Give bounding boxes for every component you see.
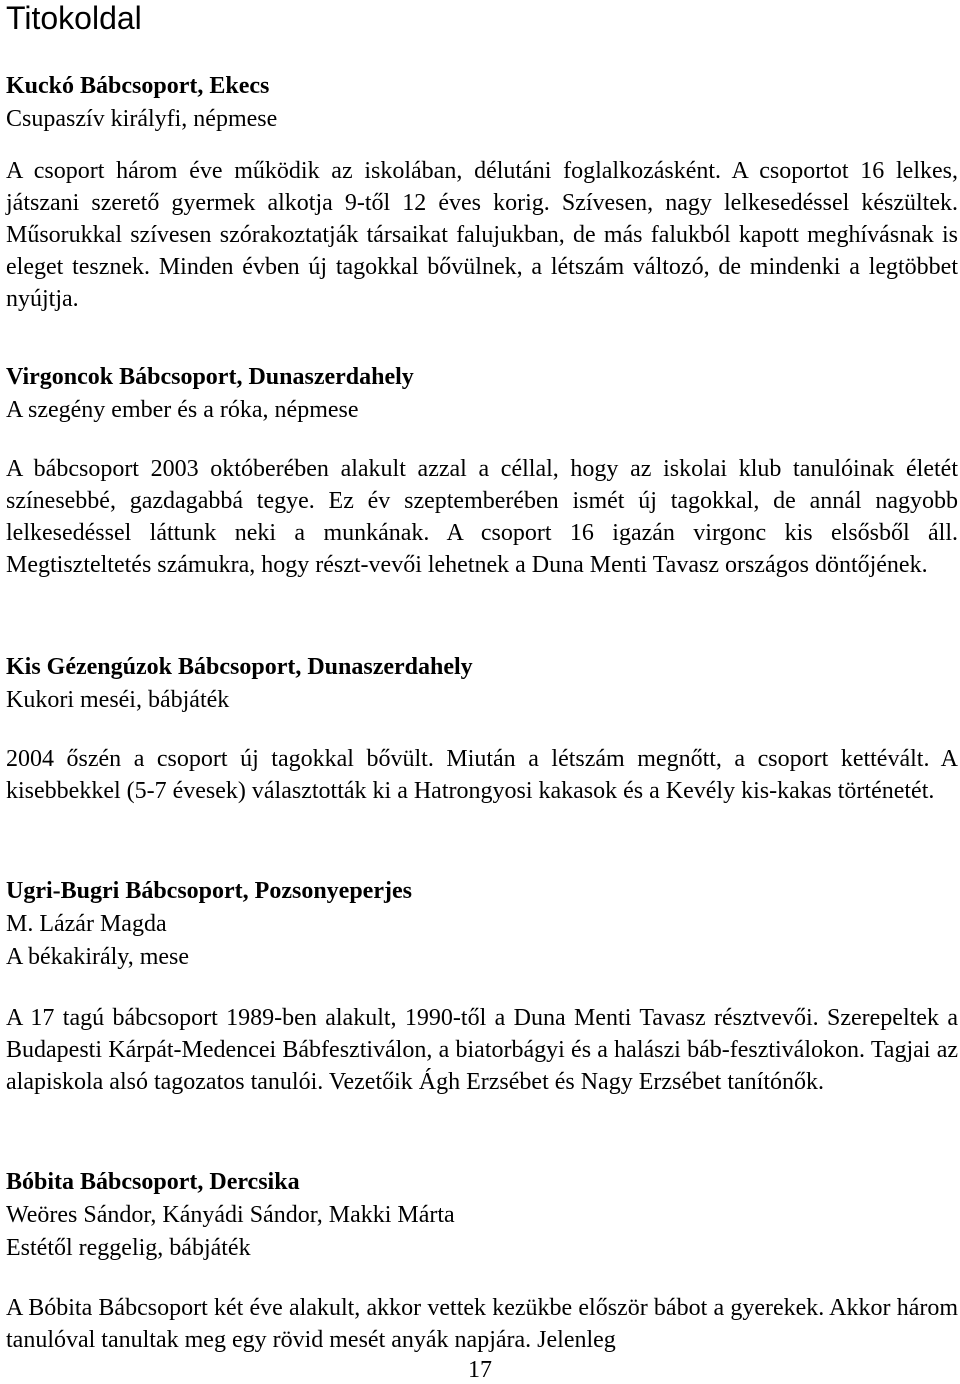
entry-description: A bábcsoport 2003 októberében alakult azzal a céllal, hogy az iskolai klub tanulóinak életét színesebbé, gazdagabbá tegye. Ez év szeptemberében ismét új tagokkal, de annál nagyobb lelkesedéssel láttunk neki a munkának. A csoport 16 igazán virgonc kis elsősből áll. Megtiszteltetés számukra, hogy részt-vevői lehetnek a Duna Menti Tavasz országos döntőjének. [6, 456, 958, 578]
entry-header [6, 651, 958, 717]
entry-kis-gezenguzok [6, 651, 958, 717]
entry-bobita [6, 1166, 958, 1265]
group-name: Bóbita Bábcsoport, Dercsika [6, 1169, 300, 1195]
entry-description: A Bóbita Bábcsoport két éve alakult, akkor vettek kezükbe először bábot a gyerekek. Akkor három tanulóval tanultak meg egy rövid mesét anyák napjára. Jelenleg [6, 1295, 958, 1353]
entry-description: 2004 őszén a csoport új tagokkal bővült. Miután a létszám megnőtt, a csoport kettévált. A kisebbekkel (5-7 évesek) választották ki a Hatrongyosi kakasok és a Kevély kis-kakas történetét. [6, 746, 958, 804]
entry-ugri-bugri [6, 875, 958, 974]
performance-title: A békakirály, mese [6, 944, 190, 970]
performance-title: Csupaszív királyfi, népmese [6, 106, 278, 132]
group-name: Kuckó Bábcsoport, Ekecs [6, 73, 270, 99]
page-title: Titokoldal [6, 0, 142, 36]
entry-kucko [6, 70, 958, 136]
entry-header [6, 70, 958, 136]
entry-description: A 17 tagú bábcsoport 1989-ben alakult, 1990-től a Duna Menti Tavasz résztvevői. Szerepeltek a Budapesti Kárpát-Medencei Bábfesztiválon, a biatorbágyi és a halászi báb-fesztiválokon. Tagjai az alapiskola alsó tagozatos tanulói. Vezetőik Ágh Erzsébet és Nagy Erzsébet tanítónők. [6, 1005, 958, 1095]
group-name: Ugri-Bugri Bábcsoport, Pozsonyeperjes [6, 878, 412, 904]
author: M. Lázár Magda [6, 911, 167, 937]
entry-virgoncok [6, 361, 958, 427]
entry-description: A csoport három éve működik az iskolában, délutáni foglalkozásként. A csoportot 16 lelkes, játszani szerető gyermek alkotja 9-től 12 éves korig. Szívesen, nagy lelkesedéssel készültek. Műsorukkal szívesen szórakoztatják társaikat falujukban, de más falukból kapott meghívásnak is eleget tesznek. Minden évben új tagokkal bővülnek, a létszám változó, de mindenki a legtöbbet nyújtja. [6, 158, 958, 312]
performance-title: A szegény ember és a róka, népmese [6, 397, 359, 423]
entry-header [6, 361, 958, 427]
entry-header [6, 1166, 958, 1265]
group-name: Virgoncok Bábcsoport, Dunaszerdahely [6, 364, 414, 390]
author: Weöres Sándor, Kányádi Sándor, Makki Márta [6, 1202, 455, 1228]
group-name: Kis Gézengúzok Bábcsoport, Dunaszerdahely [6, 654, 473, 680]
performance-title: Kukori meséi, bábjáték [6, 687, 230, 713]
entry-header [6, 875, 958, 974]
page-number: 17 [468, 1357, 492, 1383]
performance-title: Estétől reggelig, bábjáték [6, 1235, 251, 1261]
